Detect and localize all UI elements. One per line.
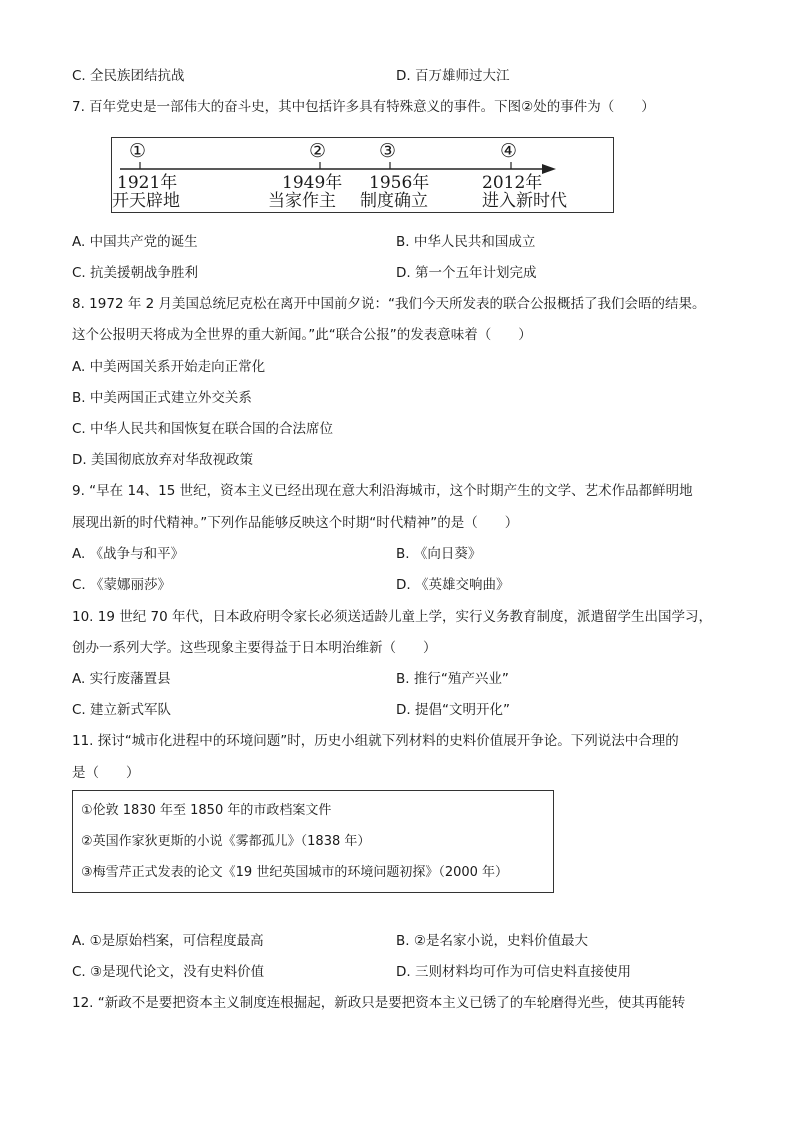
q7-stem: 7. 百年党史是一部伟大的奋斗史，其中包括许多具有特殊意义的事件。下图②处的事件为（ ）	[72, 99, 655, 115]
timeline-year-3: 1956年	[369, 173, 430, 193]
q8-option-a: A. 中美两国关系开始走向正常化	[72, 359, 266, 375]
q12-stem-line-1: 12. “新政不是要把资本主义制度连根掘起，新政只是要把资本主义已锈了的车轮磨得光些，使其再能转	[72, 995, 686, 1011]
timeline-marker-1: ①	[129, 140, 147, 162]
q6-option-c: C. 全民族团结抗战	[72, 68, 185, 84]
q7-option-c: C. 抗美援朝战争胜利	[72, 265, 199, 281]
q11-material-1: ①伦敦 1830 年至 1850 年的市政档案文件	[81, 803, 332, 818]
q9-option-b: B. 《向日葵》	[396, 546, 482, 562]
q7-option-a: A. 中国共产党的诞生	[72, 234, 198, 250]
q11-material-3: ③梅雪芹正式发表的论文《19 世纪英国城市的环境问题初探》（2000 年）	[81, 865, 509, 880]
timeline-marker-3: ③	[379, 140, 397, 162]
q11-option-c: C. ③是现代论文，没有史料价值	[72, 964, 265, 980]
q11-stem-line-1: 11. 探讨“城市化进程中的环境问题”时，历史小组就下列材料的史料价值展开争论。下列说法中合理的	[72, 733, 679, 749]
q10-option-d: D. 提倡“文明开化”	[396, 702, 510, 718]
timeline-year-4: 2012年	[482, 173, 543, 193]
timeline-marker-2: ②	[309, 140, 327, 162]
q11-option-a: A. ①是原始档案，可信程度最高	[72, 933, 264, 949]
q6-option-d: D. 百万雄师过大江	[396, 68, 510, 84]
q8-option-b: B. 中美两国正式建立外交关系	[72, 390, 252, 406]
timeline-label-4: 进入新时代	[482, 191, 567, 211]
q9-option-c: C. 《蒙娜丽莎》	[72, 577, 172, 593]
q10-stem-line-1: 10. 19 世纪 70 年代，日本政府明令家长必须送适龄儿童上学，实行义务教育制度，派遣留学生出国学习，	[72, 609, 712, 625]
q9-stem-line-2: 展现出新的时代精神。”下列作品能够反映这个时期“时代精神”的是（ ）	[72, 515, 519, 531]
q10-option-a: A. 实行废藩置县	[72, 671, 171, 687]
timeline-figure	[111, 137, 614, 213]
q9-stem-line-1: 9. “早在 14、15 世纪，资本主义已经出现在意大利沿海城市，这个时期产生的文学、艺术作品都鲜明地	[72, 483, 693, 499]
timeline-marker-4: ④	[500, 140, 518, 162]
q8-stem-line-2: 这个公报明天将成为全世界的重大新闻。”此“联合公报”的发表意味着（ ）	[72, 327, 532, 343]
q9-option-a: A. 《战争与和平》	[72, 546, 185, 562]
timeline-label-1: 开天辟地	[112, 191, 180, 211]
timeline-label-3: 制度确立	[360, 191, 428, 211]
timeline-label-2: 当家作主	[268, 191, 336, 211]
q8-option-c: C. 中华人民共和国恢复在联合国的合法席位	[72, 421, 334, 437]
q10-stem-line-2: 创办一系列大学。这些现象主要得益于日本明治维新（ ）	[72, 640, 437, 656]
q11-materials-box	[72, 790, 554, 893]
q8-option-d: D. 美国彻底放弃对华敌视政策	[72, 452, 253, 468]
q11-option-b: B. ②是名家小说，史料价值最大	[396, 933, 588, 949]
q11-stem-line-2: 是（ ）	[72, 765, 140, 781]
q7-option-d: D. 第一个五年计划完成	[396, 265, 537, 281]
q11-option-d: D. 三则材料均可作为可信史料直接使用	[396, 964, 631, 980]
q10-option-b: B. 推行“殖产兴业”	[396, 671, 509, 687]
q11-material-2: ②英国作家狄更斯的小说《雾都孤儿》（1838 年）	[81, 834, 371, 849]
q8-stem-line-1: 8. 1972 年 2 月美国总统尼克松在离开中国前夕说：“我们今天所发表的联合公报概括了我们会晤的结果。	[72, 296, 706, 312]
q9-option-d: D. 《英雄交响曲》	[396, 577, 510, 593]
q7-option-b: B. 中华人民共和国成立	[396, 234, 536, 250]
timeline-year-2: 1949年	[282, 173, 343, 193]
q10-option-c: C. 建立新式军队	[72, 702, 172, 718]
timeline-year-1: 1921年	[117, 173, 178, 193]
